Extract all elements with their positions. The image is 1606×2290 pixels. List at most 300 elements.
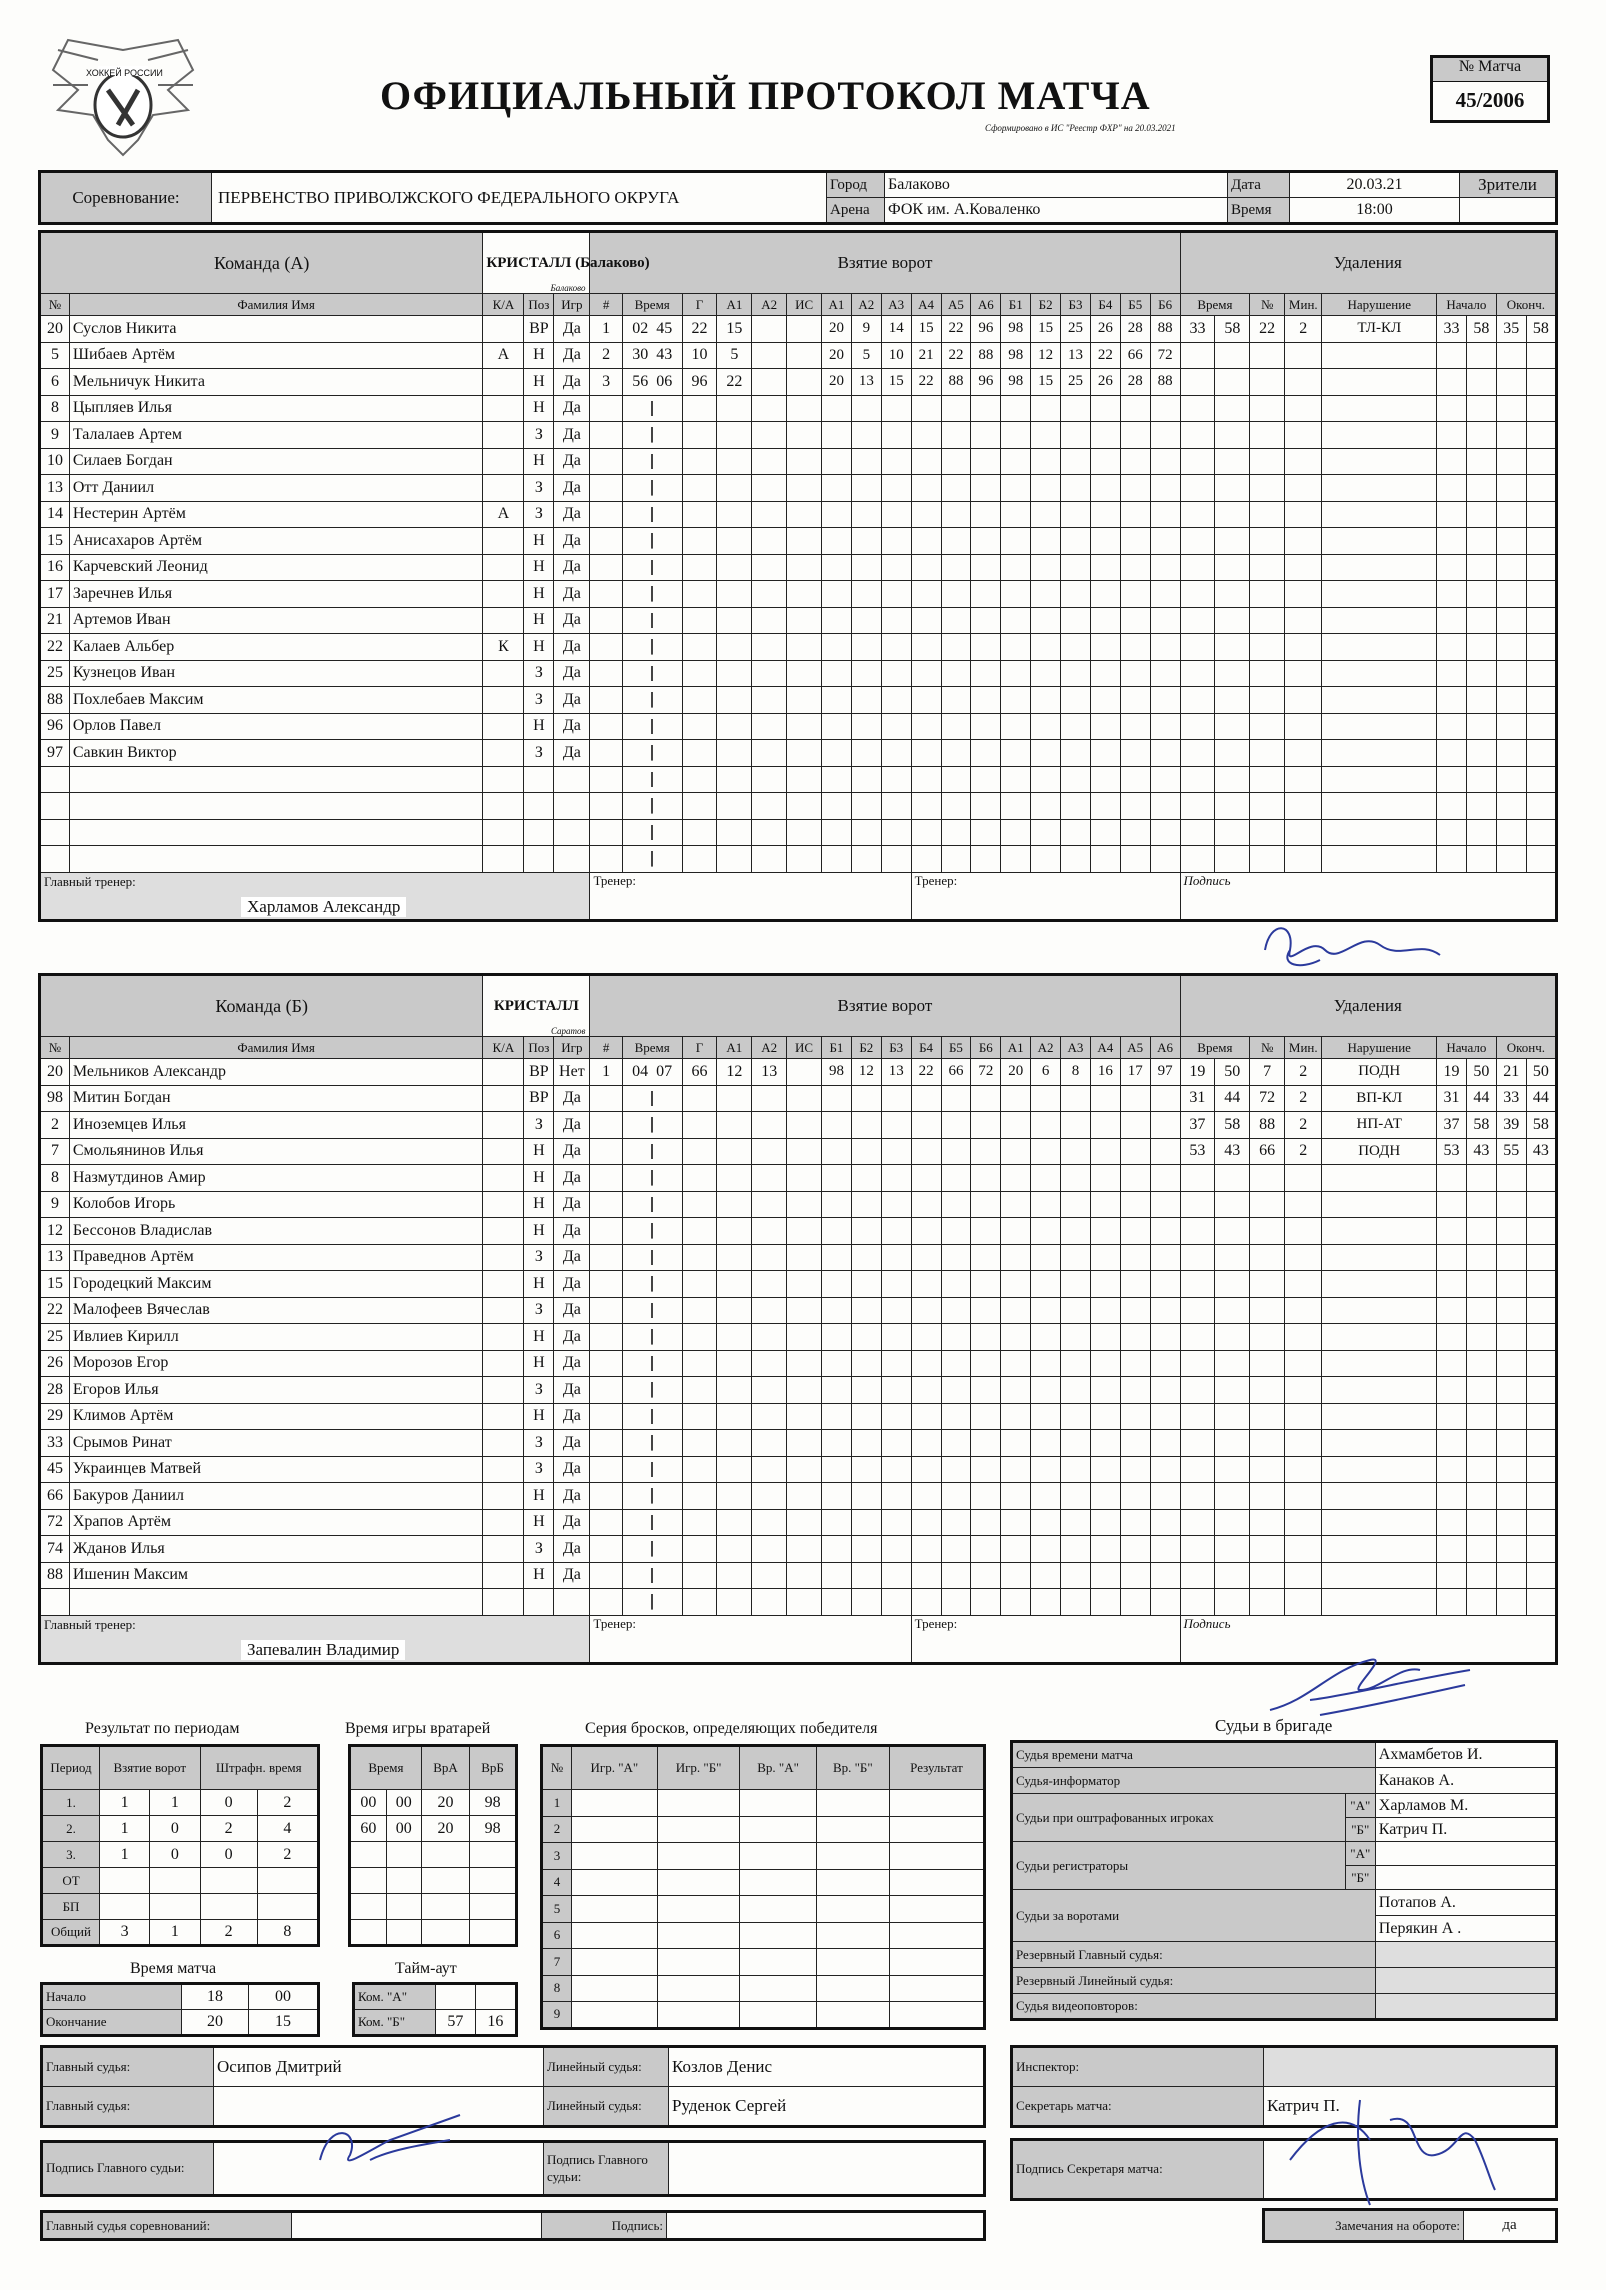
player-number: 13 [40,475,70,502]
player-row [40,1112,1557,1139]
col-on-ice: А6 [1150,1037,1180,1059]
spectators-label: Зрители [1460,172,1557,198]
player-number: 5 [40,342,70,369]
trainer-1-cell [590,872,911,920]
goalie-time-title: Время игры вратарей [345,1720,491,1737]
player-name: Иноземцев Илья [69,1112,482,1139]
trainer-2-cell [911,872,1180,920]
player-number: 17 [40,581,70,608]
player-role [483,1191,524,1218]
player-number: 88 [40,687,70,714]
goal-on-ice: 5 [851,342,881,369]
head-coach-cell [40,872,590,920]
period-name: БП [42,1894,100,1920]
goal-on-ice: 26 [1090,369,1120,396]
competition-ref-table [40,2210,986,2241]
timeout-b-label: Ком. "Б" [354,2010,436,2036]
col-on-ice: Б4 [911,1037,941,1059]
pen-time-sec: 43 [1215,1138,1250,1165]
team-name-cell [483,975,590,1037]
player-name: Цыпляев Илья [69,395,482,422]
player-role [483,1536,524,1563]
player-number: 88 [40,1562,70,1589]
col-pen-end: Оконч. [1496,1037,1556,1059]
player-position: Н [524,1324,554,1351]
col-name: Фамилия Имя [69,294,482,316]
team-sign-cell [1180,872,1556,920]
main-ref: Осипов Дмитрий [214,2047,544,2087]
player-played: Да [554,1456,590,1483]
pen-time-sec: 58 [1215,316,1250,343]
goal-on-ice: 6 [1031,1059,1061,1086]
player-role [483,1456,524,1483]
remarks-table [1262,2208,1558,2243]
competition-label: Соревнование: [40,172,212,224]
goal-is [787,1059,822,1086]
pen-es: 58 [1526,316,1556,343]
shootout-row [542,1922,985,1949]
sign-main2-box [669,2142,985,2196]
team_a-table [38,230,1558,922]
goalie-row [350,1816,517,1842]
goal-time [622,316,682,343]
col-name: Фамилия Имя [69,1037,482,1059]
player-row [40,395,1557,422]
player-row [40,607,1557,634]
player-row [40,475,1557,502]
player-name: Смольянинов Илья [69,1138,482,1165]
player-position: З [524,740,554,767]
player-played: Да [554,607,590,634]
player-name: Ивлиев Кирилл [69,1324,482,1351]
player-played: Да [554,634,590,661]
goal-a1: 22 [717,369,752,396]
player-row [40,1430,1557,1457]
col-pen-start: Начало [1437,294,1497,316]
player-row [40,342,1557,369]
player-played: Да [554,1324,590,1351]
player-role [483,581,524,608]
player-number: 20 [40,1059,70,1086]
player-played: Да [554,1138,590,1165]
player-number: 12 [40,1218,70,1245]
player-position: Н [524,554,554,581]
period-a: 3 [100,1920,150,1946]
goal-min: 02 [632,319,649,337]
player-position: Н [524,342,554,369]
col-pen-start: Начало [1437,1037,1497,1059]
period-row [42,1920,319,1946]
player-played: Да [554,501,590,528]
secretary-sign-table [1010,2138,1558,2201]
player-role [483,1138,524,1165]
city-label: Город [827,172,885,198]
period-pa [200,1894,257,1920]
goalie-mm: 60 [350,1816,387,1842]
shootout-row [542,1843,985,1870]
player-played: Да [554,1562,590,1589]
video-judge-label: Судья видеоповторов: [1012,1994,1376,2020]
period-row [42,1816,319,1842]
goal-number: 1 [590,1059,622,1086]
player-number: 72 [40,1509,70,1536]
goal-on-ice: 98 [1001,316,1031,343]
player-role: К [483,634,524,661]
period-a: 1 [100,1816,150,1842]
col-ka: К/А [483,294,524,316]
sign-main2-label: Подпись Главного судьи: [544,2142,669,2196]
period-name: ОТ [42,1868,100,1894]
goal-judge-2: Перякин А . [1375,1916,1556,1942]
registrar-b-tag: "Б" [1345,1866,1375,1890]
player-number: 29 [40,1403,70,1430]
trainer-2-label: Тренер: [914,872,958,888]
col-a1: А1 [717,1037,752,1059]
player-position: З [524,422,554,449]
goal-g: 22 [682,316,717,343]
goalie-row [350,1790,517,1816]
goal-on-ice: 26 [1090,316,1120,343]
player-number: 8 [40,1165,70,1192]
head-coach-label: Главный тренер: [44,1616,136,1632]
player-role [483,1403,524,1430]
player-row [40,634,1557,661]
match-info-table [38,170,1558,225]
goal-on-ice: 20 [822,369,852,396]
team-city: Балаково [550,283,586,293]
player-row [40,846,1557,873]
player-name: Егоров Илья [69,1377,482,1404]
goal-on-ice: 16 [1090,1059,1120,1086]
shootout-number: 4 [542,1869,572,1896]
player-position: З [524,1377,554,1404]
team-b-section [38,973,1558,1665]
pen-player: 7 [1250,1059,1285,1086]
player-row [40,1377,1557,1404]
main-ref2 [214,2087,544,2127]
period-row [42,1790,319,1816]
player-role [483,528,524,555]
player-name: Савкин Виктор [69,740,482,767]
goal-on-ice: 97 [1150,1059,1180,1086]
player-position: Н [524,1165,554,1192]
sign-secretary-box [1264,2140,1557,2200]
player-name: Анисахаров Артём [69,528,482,555]
player-name: Назмутдинов Амир [69,1165,482,1192]
reserve-main [1375,1942,1556,1968]
pen-player: 72 [1250,1085,1285,1112]
player-played: Да [554,1483,590,1510]
goal-a1: 15 [717,316,752,343]
col-pen-violation: Нарушение [1322,1037,1437,1059]
player-position: Н [524,395,554,422]
col-on-ice: А4 [911,294,941,316]
col-goal-time: Время [622,294,682,316]
player-number: 13 [40,1244,70,1271]
team-name-cell [483,232,650,294]
player-position: Н [524,1271,554,1298]
match-start-label: Начало [42,1984,182,2010]
goal-on-ice: 20 [1001,1059,1031,1086]
shootout-table [540,1744,986,2030]
player-name: Отт Даниил [69,475,482,502]
player-number: 20 [40,316,70,343]
col-period: Период [42,1746,100,1790]
col-on-ice: А1 [822,294,852,316]
timeout-a-label: Ком. "А" [354,1984,436,2010]
player-name: Колобов Игорь [69,1191,482,1218]
player-row [40,1191,1557,1218]
player-role [483,660,524,687]
player-position: Н [524,448,554,475]
remarks-label: Замечания на обороте: [1264,2210,1464,2242]
player-role [483,422,524,449]
goal-on-ice: 88 [971,342,1001,369]
shootout-number: 3 [542,1843,572,1870]
reserve-line [1375,1968,1556,1994]
player-name: Мельников Александр [69,1059,482,1086]
shootout-row [542,1975,985,2002]
player-role [483,740,524,767]
player-role [483,1377,524,1404]
col-on-ice: Б5 [1120,294,1150,316]
player-number: 10 [40,448,70,475]
shootout-row [542,2002,985,2029]
player-position: З [524,1536,554,1563]
pen-violation: ТЛ-КЛ [1322,316,1437,343]
player-position: Н [524,1403,554,1430]
player-position: З [524,1430,554,1457]
sign-main-box [214,2142,544,2196]
pen-ss: 43 [1466,1138,1496,1165]
period-row [42,1842,319,1868]
pen-player: 22 [1250,316,1285,343]
period-row [42,1868,319,1894]
line-ref-label: Линейный судья: [544,2047,669,2087]
player-position: Н [524,1350,554,1377]
goal-on-ice: 22 [1090,342,1120,369]
player-row [40,1297,1557,1324]
player-row [40,1271,1557,1298]
periods-table [40,1744,320,1947]
player-played: Да [554,1165,590,1192]
col-is: ИС [787,294,822,316]
goal-judge-1: Потапов А. [1375,1890,1556,1916]
goal-on-ice: 9 [851,316,881,343]
penalties-section-title: Удаления [1180,232,1556,294]
col-pen-end: Оконч. [1496,294,1556,316]
player-row [40,1165,1557,1192]
player-played: Да [554,395,590,422]
player-row [40,1536,1557,1563]
player-role [483,1085,524,1112]
player-row [40,1085,1557,1112]
goal-on-ice: 98 [1001,342,1031,369]
player-name: Талалаев Артем [69,422,482,449]
pen-player: 66 [1250,1138,1285,1165]
team-name: КРИСТАЛЛ (Балаково) [486,254,650,271]
col-play: Игр [554,1037,590,1059]
goal-judges-label: Судьи за воротами [1012,1890,1376,1942]
col-on-ice: Б2 [1031,294,1061,316]
col-a2: А2 [752,1037,787,1059]
pen-time-min: 33 [1180,316,1215,343]
period-a [100,1868,150,1894]
player-position: З [524,660,554,687]
goal-on-ice: 66 [941,1059,971,1086]
player-role [483,316,524,343]
pen-time-sec: 58 [1215,1112,1250,1139]
player-row [40,1456,1557,1483]
col-on-ice: Б5 [941,1037,971,1059]
goalie-a: 20 [421,1816,469,1842]
col-on-ice: Б3 [1061,294,1091,316]
player-role [483,607,524,634]
player-played: Да [554,1536,590,1563]
col-pen-min: Мин. [1285,294,1322,316]
player-role [483,1244,524,1271]
goal-on-ice: 13 [1061,342,1091,369]
shootout-number: 8 [542,1975,572,2002]
period-b [150,1894,200,1920]
goal-on-ice: 10 [881,342,911,369]
team-sign-label: Подпись [1183,872,1231,888]
shootout-row [542,1869,985,1896]
player-name: Карчевский Леонид [69,554,482,581]
logo-text: ХОККЕЙ РОССИИ [86,68,163,78]
goal-sec: 07 [656,1062,673,1080]
goal-on-ice: 12 [1031,342,1061,369]
penalty-judges-label: Судьи при оштрафованных игроках [1012,1794,1346,1842]
goal-on-ice: 96 [971,316,1001,343]
brigade-title: Судьи в бригаде [1215,1716,1333,1735]
goalie-a: 20 [421,1790,469,1816]
pen-sm: 53 [1437,1138,1467,1165]
player-number: 15 [40,528,70,555]
col-on-ice: Б4 [1090,294,1120,316]
player-row [40,819,1557,846]
col-goalie-b: ВрБ [470,1746,517,1790]
inspector-label: Инспектор: [1012,2047,1264,2087]
col-g: Г [682,294,717,316]
player-number: 25 [40,660,70,687]
goal-on-ice: 88 [1150,369,1180,396]
secretary-label: Секретарь матча: [1012,2087,1264,2127]
player-name: Заречнев Илья [69,581,482,608]
trainer-1-label: Тренер: [593,1615,636,1631]
col-play: Игр [554,294,590,316]
col-on-ice: Б2 [851,1037,881,1059]
head-coach-cell [40,1615,590,1663]
goalie-ss: 00 [386,1816,421,1842]
player-number: 98 [40,1085,70,1112]
pen-ss: 58 [1466,316,1496,343]
goal-time [622,369,682,396]
goal-sec: 45 [656,319,673,337]
player-role [483,448,524,475]
player-row [40,1483,1557,1510]
player-row [40,793,1557,820]
col-goal-time: Время [622,1037,682,1059]
shootout-number: 5 [542,1896,572,1923]
match-end-label: Окончание [42,2010,182,2036]
pen-minutes: 2 [1285,1085,1322,1112]
player-number: 15 [40,1271,70,1298]
team-city: Саратов [550,1026,586,1036]
player-name: Нестерин Артём [69,501,482,528]
goal-on-ice: 72 [1150,342,1180,369]
player-row [40,713,1557,740]
player-played: Да [554,475,590,502]
player-played: Да [554,660,590,687]
goal-a2 [752,316,787,343]
period-pb: 2 [257,1842,318,1868]
player-row [40,422,1557,449]
penalties-section-title: Удаления [1180,975,1557,1037]
pen-sm: 19 [1437,1059,1467,1086]
col-goalie-a: ВрА [421,1746,469,1790]
pen-es: 58 [1526,1112,1556,1139]
player-played: Да [554,1271,590,1298]
col-pen-time: Время [1180,294,1250,316]
goal-a1: 12 [717,1059,752,1086]
player-row [40,1244,1557,1271]
goal-sec: 43 [656,346,673,364]
pen-em: 35 [1496,316,1526,343]
player-number: 33 [40,1430,70,1457]
timeout-a-min [436,1984,476,2010]
player-played: Да [554,1430,590,1457]
registrar-label: Судьи регистраторы [1012,1842,1346,1890]
shootout-row [542,1816,985,1843]
logo [38,30,208,165]
player-number: 26 [40,1350,70,1377]
pen-em: 21 [1496,1059,1526,1086]
pen-violation: ПОДН [1322,1138,1437,1165]
goal-number: 3 [590,369,622,396]
player-role [483,1112,524,1139]
player-name: Храпов Артём [69,1509,482,1536]
registrar-a [1375,1842,1556,1866]
player-row [40,554,1557,581]
match-end-hour: 20 [182,2010,249,2036]
player-row [40,687,1557,714]
col-pen-time: Время [1180,1037,1250,1059]
match-time-title: Время матча [130,1960,217,1977]
period-pb: 8 [257,1920,318,1946]
sign-main-label: Подпись Главного судьи: [42,2142,214,2196]
pen-ss: 50 [1466,1059,1496,1086]
player-played: Да [554,687,590,714]
period-a: 1 [100,1790,150,1816]
player-number: 9 [40,422,70,449]
player-number: 96 [40,713,70,740]
col-on-ice: А1 [1001,1037,1031,1059]
goal-is [787,342,822,369]
player-number: 6 [40,369,70,396]
goal-on-ice: 25 [1061,369,1091,396]
player-position: З [524,1244,554,1271]
goals-section-title: Взятие ворот [590,232,1180,294]
pen-minutes: 2 [1285,1059,1322,1086]
col-pen-no: № [1250,1037,1285,1059]
col-period-goals: Взятие ворот [100,1746,201,1790]
goal-on-ice: 28 [1120,316,1150,343]
player-role [483,554,524,581]
goal-on-ice: 21 [911,342,941,369]
goal-on-ice: 15 [911,316,941,343]
player-name: Орлов Павел [69,713,482,740]
